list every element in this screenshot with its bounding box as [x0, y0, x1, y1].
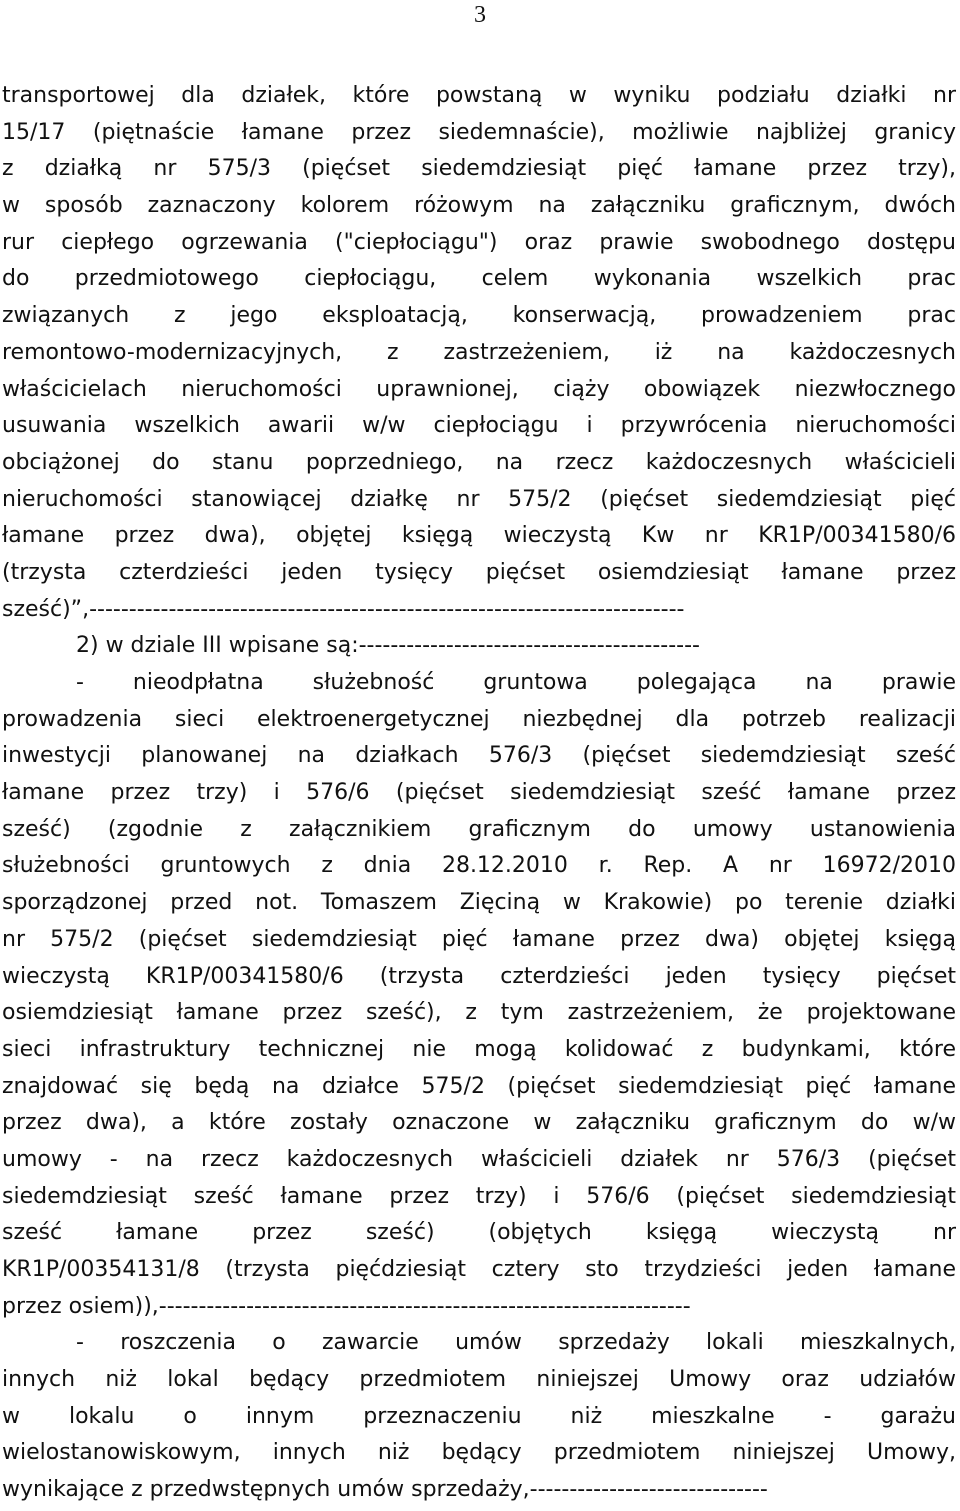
text-line: sześć łamane przez sześć) (objętych księgą wieczystą nr — [2, 1220, 956, 1246]
text-line: nieruchomości stanowiącej działkę nr 575/2 (pięćset siedemdziesiąt pięć — [2, 486, 956, 512]
text-line: z działką nr 575/3 (pięćset siedemdziesiąt pięć łamane przez trzy), — [2, 156, 956, 182]
text-line: znajdować się będą na działce 575/2 (pięćset siedemdziesiąt pięć łamane — [2, 1073, 956, 1099]
text-line: do przedmiotowego ciepłociągu, celem wykonania wszelkich prac — [2, 266, 956, 292]
text-line: innych niż lokal będący przedmiotem niniejszej Umowy oraz udziałów — [2, 1367, 956, 1393]
document-body — [2, 78, 956, 1509]
text-line: obciążonej do stanu poprzedniego, na rzecz każdoczesnych właścicieli — [2, 449, 956, 475]
text-line: osiemdziesiąt łamane przez sześć), z tym zastrzeżeniem, że projektowane — [2, 1000, 956, 1026]
text-line: (trzysta czterdzieści jeden tysięcy pięćset osiemdziesiąt łamane przez — [2, 559, 956, 585]
text-line: sześć) (zgodnie z załącznikiem graficznym do umowy ustanowienia — [2, 816, 956, 842]
text-line: sporządzonej przed not. Tomaszem Zięciną w Krakowie) po terenie działki — [2, 890, 956, 916]
text-line: - roszczenia o zawarcie umów sprzedaży lokali mieszkalnych, — [76, 1330, 956, 1356]
text-line: przez dwa), a które zostały oznaczone w załączniku graficznym do w/w — [2, 1110, 956, 1136]
text-line: służebności gruntowych z dnia 28.12.2010 r. Rep. A nr 16972/2010 — [2, 853, 956, 879]
text-line: związanych z jego eksploatacją, konserwacją, prowadzeniem prac — [2, 303, 956, 329]
text-line: prowadzenia sieci elektroenergetycznej niezbędnej dla potrzeb realizacji — [2, 706, 956, 732]
text-line: nr 575/2 (pięćset siedemdziesiąt pięć łamane przez dwa) objętej księgą — [2, 926, 956, 952]
text-line: transportowej dla działek, które powstaną w wyniku podziału działki nr — [2, 83, 956, 108]
text-line: łamane przez trzy) i 576/6 (pięćset siedemdziesiąt sześć łamane przez — [2, 780, 956, 806]
text-line: w lokalu o innym przeznaczeniu niż mieszkalne - garażu — [2, 1403, 956, 1429]
text-line: inwestycji planowanej na działkach 576/3 (pięćset siedemdziesiąt sześć — [2, 743, 956, 769]
text-line: - nieodpłatna służebność gruntowa polegająca na prawie — [76, 670, 956, 695]
text-line: łamane przez dwa), objętej księgą wieczystą Kw nr KR1P/00341580/6 — [2, 523, 956, 549]
text-line: usuwania wszelkich awarii w/w ciepłociągu i przywrócenia nieruchomości — [2, 413, 956, 439]
text-line: wynikające z przedwstępnych umów sprzedaży,------------------------------ — [2, 1477, 768, 1503]
text-line: przez osiem)),------------------------------------------------------------------- — [2, 1293, 691, 1319]
text-line: 2) w dziale III wpisane są:------------------------------------------- — [76, 633, 700, 659]
text-line: 15/17 (piętnaście łamane przez siedemnaście), możliwie najbliżej granicy — [2, 119, 956, 145]
text-line: wieczystą KR1P/00341580/6 (trzysta czterdzieści jeden tysięcy pięćset — [2, 963, 956, 989]
text-line: remontowo-modernizacyjnych, z zastrzeżeniem, iż na każdoczesnych — [2, 339, 956, 365]
page-number — [0, 2, 960, 28]
text-line: KR1P/00354131/8 (trzysta pięćdziesiąt cztery sto trzydzieści jeden łamane — [2, 1257, 956, 1282]
text-line: w sposób zaznaczony kolorem różowym na załączniku graficznym, dwóch — [2, 193, 956, 219]
text-line: sześć)”,--------------------------------------------------------------------------- — [2, 596, 685, 622]
text-line: siedemdziesiąt sześć łamane przez trzy) i 576/6 (pięćset siedemdziesiąt — [2, 1183, 956, 1209]
text-line: rur ciepłego ogrzewania ("ciepłociągu") oraz prawie swobodnego dostępu — [2, 229, 956, 255]
text-line: umowy - na rzecz każdoczesnych właścicieli działek nr 576/3 (pięćset — [2, 1146, 956, 1172]
page-number-text: 3 — [474, 2, 486, 28]
text-line: sieci infrastruktury technicznej nie mogą kolidować z budynkami, które — [2, 1036, 956, 1062]
text-line: wielostanowiskowym, innych niż będący przedmiotem niniejszej Umowy, — [2, 1440, 956, 1466]
text-line: właścicielach nieruchomości uprawnionej, ciąży obowiązek niezwłocznego — [2, 376, 956, 402]
